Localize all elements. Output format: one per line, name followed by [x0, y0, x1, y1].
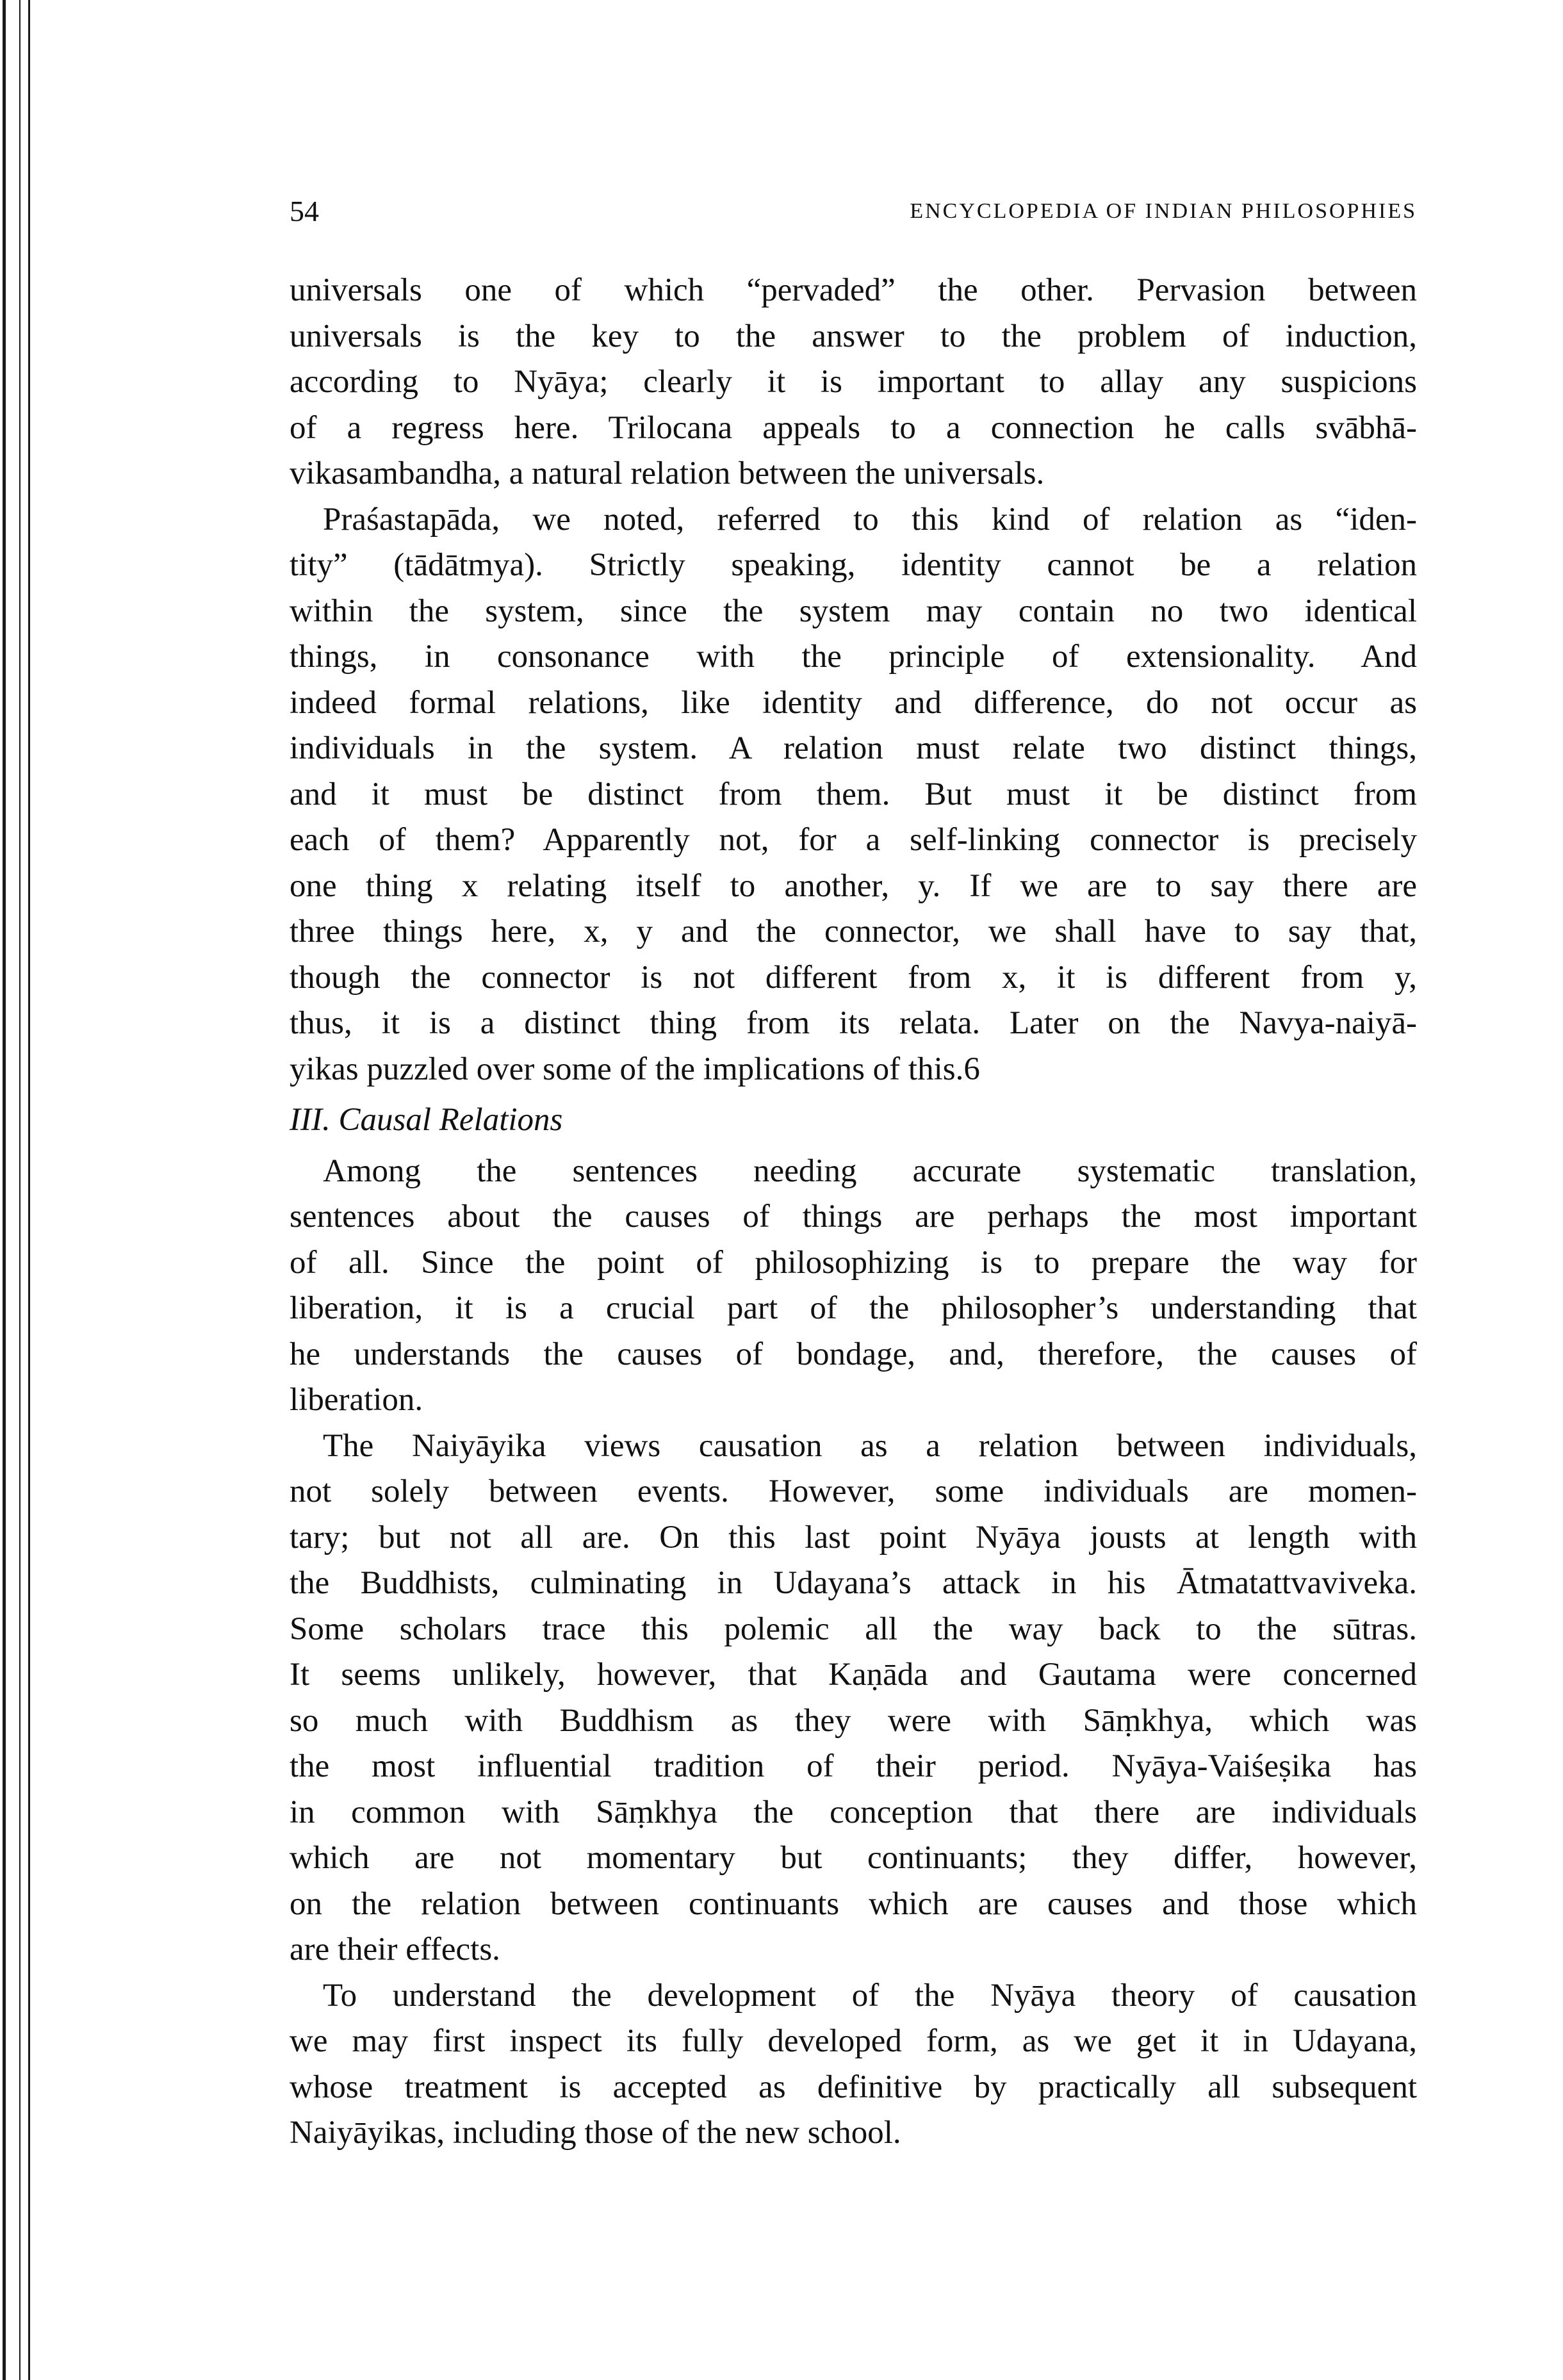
text-line: yikas puzzled over some of the implications of this.6 — [290, 1051, 980, 1087]
section-heading: III. Causal Relations — [290, 1102, 563, 1138]
paragraph-3 — [290, 1149, 1417, 1424]
body-text — [290, 268, 1417, 2156]
text-line: tity” (tādātmya). Strictly speaking, identity cannot be a relation — [290, 547, 1417, 583]
text-line: The Naiyāyika views causation as a relation between individuals, — [323, 1427, 1417, 1464]
text-line: so much with Buddhism as they were with Sāṃkhya, which was — [290, 1702, 1417, 1739]
text-line: things, in consonance with the principle of extensionality. And — [290, 639, 1417, 675]
paragraph-4 — [290, 1424, 1417, 1973]
text-line: on the relation between continuants which are causes and those which — [290, 1885, 1417, 1922]
text-line: the Buddhists, culminating in Udayana’s attack in his Ātmatattvaviveka. — [290, 1565, 1417, 1601]
text-line: one thing x relating itself to another, y. If we are to say there are — [290, 867, 1417, 904]
text-line: whose treatment is accepted as definitive by practically all subsequent — [290, 2069, 1417, 2105]
binding-edge — [0, 0, 45, 2380]
text-line: the most influential tradition of their period. Nyāya-Vaiśeṣika has — [290, 1748, 1417, 1784]
text-line: Some scholars trace this polemic all the way back to the sūtras. — [290, 1611, 1417, 1647]
page-header — [290, 192, 1417, 231]
paragraph-2 — [290, 497, 1417, 1093]
text-line: It seems unlikely, however, that Kaṇāda and Gautama were concerned — [290, 1657, 1417, 1693]
text-line: he understands the causes of bondage, and, therefore, the causes of — [290, 1336, 1417, 1372]
text-line: which are not momentary but continuants; they differ, however, — [290, 1840, 1417, 1876]
text-line: thus, it is a distinct thing from its relata. Later on the Navya-naiyā- — [290, 1005, 1417, 1041]
text-line: Naiyāyikas, including those of the new school. — [290, 2115, 901, 2151]
text-line: we may first inspect its fully developed form, as we get it in Udayana, — [290, 2023, 1417, 2059]
binding-rule — [3, 0, 6, 2380]
text-line: three things here, x, y and the connector, we shall have to say that, — [290, 914, 1417, 949]
text-line: Among the sentences needing accurate systematic translation, — [323, 1153, 1417, 1189]
text-line: vikasambandha, a natural relation between the universals. — [290, 455, 1045, 491]
binding-rule — [28, 0, 30, 2380]
paragraph-5 — [290, 1973, 1417, 2156]
text-line: universals is the key to the answer to the problem of induction, — [290, 318, 1417, 354]
text-line: and it must be distinct from them. But must it be distinct from — [290, 776, 1417, 812]
text-line: of a regress here. Trilocana appeals to a connection he calls svābhā- — [290, 409, 1417, 446]
text-line: not solely between events. However, some individuals are momen- — [290, 1473, 1417, 1509]
text-line: of all. Since the point of philosophizing is to prepare the way for — [290, 1244, 1417, 1281]
text-line: though the connector is not different from x, it is different from y, — [290, 959, 1417, 996]
paragraph-1 — [290, 268, 1417, 497]
binding-rule — [19, 0, 20, 2380]
text-line: Praśastapāda, we noted, referred to this kind of relation as “iden- — [323, 501, 1417, 538]
text-line: individuals in the system. A relation must relate two distinct things, — [290, 730, 1417, 766]
page-number: 54 — [290, 195, 319, 227]
text-line: each of them? Apparently not, for a self-linking connector is precisely — [290, 822, 1417, 858]
running-head: ENCYCLOPEDIA OF INDIAN PHILOSOPHIES — [910, 199, 1417, 223]
text-line: sentences about the causes of things are perhaps the most important — [290, 1199, 1417, 1235]
text-line: tary; but not all are. On this last point Nyāya jousts at length with — [290, 1519, 1417, 1555]
text-line: within the system, since the system may contain no two identical — [290, 593, 1417, 629]
text-line: liberation. — [290, 1382, 423, 1418]
text-line: indeed formal relations, like identity and difference, do not occur as — [290, 684, 1417, 721]
text-line: in common with Sāṃkhya the conception that there are individuals — [290, 1794, 1417, 1830]
text-line: To understand the development of the Nyāya theory of causation — [323, 1977, 1417, 2014]
text-line: according to Nyāya; clearly it is important to allay any suspicions — [290, 364, 1417, 400]
text-line: are their effects. — [290, 1932, 500, 1967]
text-line: liberation, it is a crucial part of the philosopher’s understanding that — [290, 1290, 1417, 1326]
text-line: universals one of which “pervaded” the other. Pervasion between — [290, 272, 1417, 308]
